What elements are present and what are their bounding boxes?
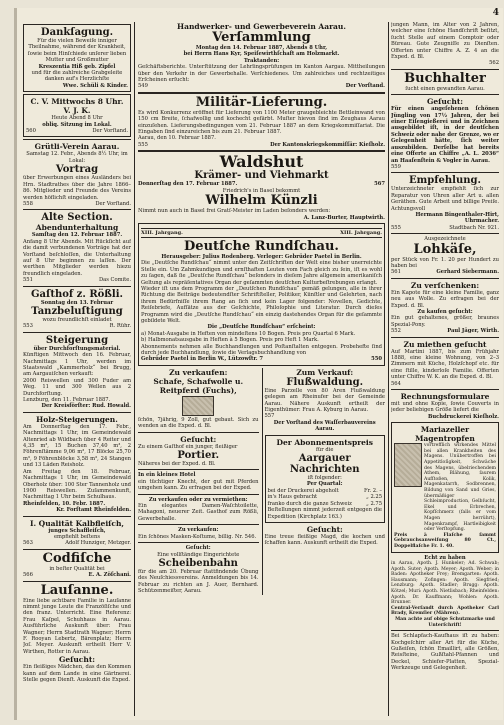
ad-body: Eine vollſtändige Eingerichtete	[157, 551, 240, 558]
ad-signature: Wwe. Schüli & Kinder.	[62, 82, 128, 89]
ad-militaer	[138, 96, 385, 148]
ad-body: ſchön, 7jährig, 9 Zoll, gut gebaut. Sich zu wenden an die Exped. d. Bl.	[138, 416, 259, 430]
ad-body: Näheres bei der Exped. d. Bl.	[138, 461, 216, 468]
ad-body: und für die zahlreiche Grabgeleite danken auf's Herzlichſte	[31, 70, 123, 83]
ad-subtitle: Geſucht:	[58, 655, 96, 665]
ad-gruetli	[23, 142, 131, 207]
right-column	[391, 22, 499, 672]
ad-title: Zum Verkauf:	[296, 367, 354, 377]
ad-title: Codfiſche	[42, 550, 112, 566]
price-value: Fr. 2. –	[364, 487, 382, 494]
ad-headline: Portier.	[177, 450, 220, 462]
ad-title: Holz-Steigerungen.	[36, 414, 118, 424]
ad-body: Ein Kapote für eine kleine Familie, ganz neu aus Wolle. Zu erfragen bei der Exped. d. Bl.	[391, 289, 499, 309]
ad-title: C. V. Mittwochs 8 Uhr.	[30, 97, 124, 107]
ad-cv	[23, 94, 131, 137]
ad-body: Am Donnerſtag den 17. Febr., Nachmittags 1 Uhr, im Gemeindewald Altenried ab Wildbach über 4 Reiter und 4,35 m³, 15 Buchen 37,40 m³, 2 Föhrenſtämme 9,06 m³, 17 Blöcke 25,70 m³, 9 Föhrenblöcke 3,58 m³, 24 Stangen und 13 Läden Reisholz.	[23, 423, 131, 469]
ad-body: Heute Abend 8 Uhr	[51, 115, 103, 122]
ad-signature: Paul Jäger, Wirth.	[447, 328, 499, 335]
ad-date: Donnerſtag den 17. Februar 1887.	[138, 181, 238, 188]
ad-body: in beſter Qualität bei	[49, 565, 105, 572]
ad-subtitle: Die „Deutſche Rundſchau“ erſcheint:	[207, 324, 316, 331]
ad-signature: Das Comite.	[98, 277, 131, 284]
ad-subtitle: Ausgezeichnete	[424, 236, 466, 243]
ad-title: Zu verſchenken:	[410, 280, 480, 290]
ad-subtitle: V. J. K.	[63, 106, 91, 116]
ad-publisher: Gebrüder Paetel in Berlin W., Lützowſtr. 7	[141, 356, 263, 363]
ad-abonnement	[265, 435, 386, 523]
ad-body: Ein elegantes Damen-Waſchtoilette, Mahagoni, neuerer Zeit. Gasthof zum Rößli, Gewerbehalle.	[138, 503, 259, 522]
ad-place: Aarau, den 10. Februar 1887.	[138, 135, 216, 142]
ad-title: Geſucht:	[185, 545, 211, 552]
price-table	[268, 488, 383, 507]
page-number: 4	[492, 8, 499, 18]
ad-title: Dankſagung.	[40, 27, 114, 38]
ad-place: Rheinfelden, 10. Febr. 1887.	[23, 500, 106, 507]
ad-title: Militär-Lieferung.	[195, 94, 328, 110]
ad-body: Eine Parzelle von 80 Aren Flußwaldung gelegen am Rheinufer bei der Gemeinde Aarau. Nähere Auskunft ertheilt der Eigenthümer: Frau A. Kyburg in Aarau.	[264, 387, 385, 414]
madonna-illustration	[394, 443, 422, 487]
ad-body: Friedrich's in Basel bekommt	[222, 187, 301, 194]
ad-title: Gaſthof z. Rößli.	[31, 288, 123, 300]
ad-address: Stadtbach Nr. 921.	[449, 224, 499, 231]
ad-body: Am Freitag den 18. Februar, Nachmittags 1 Uhr, im Gemeindewald Oberholz über: 100 Ster Tannenholz und 1900 Reiswellen. Zuſammenkunft, Nachmittag 1 Uhr beim Schulhaus.	[23, 468, 131, 501]
ad-signature: Central-Verſandt durch Apotheker Carl Brady, Kremſier (Mähren).	[391, 605, 499, 617]
ad-name: Kreszentia Hiß geb. Zipfel	[38, 63, 116, 70]
ad-jahrgang: XIII. Jahrgang.	[141, 229, 183, 236]
ad-title: Mariazeller	[420, 425, 470, 435]
ad-body: per Stück von Fr. 1. 20 per Hundert zu haben bei	[391, 256, 499, 269]
ad-signature: Buchdruckerei Kieſholz.	[427, 413, 499, 420]
ad-body: Wieder iſt uns dem Programm der „Deutſchen Rundſchau“ gemäß gelungen, alle in ihrer Richtung die Beiträge bedeutendſter Schriftſteller, Politiker, Künſtler und Gelehrten, nach ihrem Bedürfniſſe ihrem Rang an ſich und kein Lager folgender: Novellen, Gedichte, Reiſebriefe, Aufſätze aus der Geſchichte, Philoſophie und Literatur. Durch dieſes Programm wird die „Deutſche Rundſchau“ ein einzig dastehendes Organ für die geſammte gebildete Welt.	[141, 285, 382, 324]
ad-headline: Flußwaldung.	[286, 376, 364, 388]
ad-body: Ein gut gehaltenes, größer, braunes Spezial-Pony.	[391, 315, 499, 328]
ad-warning: Man achte auf obige Schutzmarke und Unterſchrift!	[395, 616, 495, 628]
ad-title: Grütli-Verein Aarau.	[34, 142, 120, 152]
ad-date: Samſtag den 12. Februar 1887.	[31, 232, 123, 239]
horse-illustration	[182, 396, 214, 416]
ad-body: Beſtellungen nimmt jederzeit entgegen die Expedition (Kirchplatz 163.)	[267, 507, 382, 520]
ad-body: Abonnements nehmen alle Buchhandlungen und Poſtanſtalten entgegen. Probehefte ſind durch jede Buchhandlung, ſowie die Verlagsbuchhandlung von	[141, 343, 382, 356]
ad-codfische	[23, 552, 131, 579]
ad-body: mit und ohne Kopie, ſowie Couverts in jeder beliebigen Größe liefert die	[391, 401, 499, 414]
ad-title: Handwerker- und Gewerbeverein Aarau.	[177, 22, 346, 31]
ad-title: Geſucht:	[306, 524, 343, 534]
ad-steigerung	[23, 335, 131, 410]
ad-title: Zu verkaufen:	[178, 527, 219, 534]
ad-title: Der Abonnementspreis	[276, 437, 373, 447]
ad-body: Die „Deutſche Rundſchau“ nimmt unter den Zeitſchriften der Welt eine bisher unerreichte Stelle ein. Um Zahmkundigen und ernſthaften Leuten vom Fach gleich zu ſein, iſt es wohl zu ſagen, daß ſie „Deutſche Rundſchau“ beſonders in dieſem Jahre allgemein amerikaniſch Geltung als repräſentatives Organ der geſammten deutſchen Kulturbeſtrebungen erlangt.	[141, 260, 382, 286]
ad-subcolumn-right	[262, 368, 386, 595]
ad-number: 560	[26, 128, 36, 135]
ad-signature: E. A. Zöſchani.	[88, 572, 131, 579]
ad-body: jungen Mann, im Alter von 2 Jahren, welcher eine ſchöne Handſchrift beſitzt, ſucht Stelle auf einem Comptoir oder Büreau. Gute Zeugniſſe zu Dienſten. Offerten unter Chiffre A. Z. 4 an die Exped. d. Bl.	[391, 22, 499, 61]
ad-title: Buchhalter	[404, 70, 486, 86]
ad-signature: Der Vorſtand.	[345, 83, 385, 90]
ad-number: 555	[391, 224, 401, 231]
ad-number: 553	[23, 323, 33, 330]
ad-waldshut	[138, 154, 385, 221]
ad-place: bei Herrn Hans Kyr, Speiſewirthſchaft am Holzmarkt.	[183, 51, 340, 58]
ad-date: Sonntag den 13. Februar	[40, 299, 114, 306]
ad-body: Nimmt nun auch in Basel frei Gratſ-Meister im Laden beſonders werden:	[138, 208, 331, 215]
ad-signature: Hermann Bingenthaler-Hirt, Uhrmacher.	[415, 211, 499, 225]
ad-body: Samstag 12. Febr., Abends 8½ Uhr, im Lokal:	[26, 151, 128, 164]
ad-title: Lohkäſe,	[413, 241, 477, 257]
ad-subtitle: Echt zu haben	[424, 554, 466, 561]
ad-subtitle: Per Quartal:	[306, 481, 343, 488]
ad-lausanne	[23, 584, 131, 684]
ad-title: Empfehlung.	[409, 175, 481, 187]
ad-price: b) Halbmonatsausgabe in Heften à 5 Bogen. Preis pro Heft 1 Mark.	[141, 337, 319, 344]
ad-title: Geſucht:	[426, 97, 464, 107]
ad-title: Waldshut	[219, 152, 304, 172]
ad-alte-section	[23, 212, 131, 283]
ad-title: Zu kaufen geſucht:	[417, 309, 473, 315]
ad-title: Lauſanne.	[40, 582, 114, 598]
ad-title: Alte Section.	[41, 212, 113, 224]
ad-subtitle: über Durchforſtungsmaterial.	[33, 345, 121, 352]
ad-signature: R. Rühr.	[109, 323, 131, 330]
ad-subtitle: junges Schaffleiſch,	[48, 527, 106, 534]
newspaper-page	[14, 8, 503, 720]
ad-title: Rechnungsformulare	[400, 392, 490, 402]
ad-body: in Aarau, Apoth. J. Hunkeler; Ad. Schwab; Apoth. Suter; Apoth. Meyer; Apoth. Weber; in Baden: Apotheker Frey; Bremgarten: Apoth. Hausmann; Zofingen: Apoth. Siegfried; Lenzburg: Apoth. Stadler; Brugg: Apoth. Kötzel; Muri: Apoth. Nietlisbach; Rheinfelden: Apoth. Dr. Kauffmann; Wohlen: Apoth. Brunner.	[391, 560, 499, 606]
ad-body: Auf Martini 1887, bis zum Frühjahr 1888, eine kleine Wohnung, von 2–3 Zimmern mit Küche, Holzſchopf etc. für eine ſtille, kinderloſe Familie. Offerten unter Chiffre W. K. an die Exped. d. Bl.	[391, 348, 499, 381]
ad-body: wozu freundlichſt einladet	[42, 316, 112, 323]
ad-body: vortrefflich wirkendes Mittel bei allen Krankheiten des Magens. Unübertroffen bei Appetitloſigkeit, Schwäche des Magens, übelriechendem Athem, Blähung, ſaurem Aufſtoßen, Kolik, Magenkatarrh, Sodbrennen, Bildung von Sand und Gries, übermäßiger Schleimproduction, Gelbſucht, Ekel und Erbrechen, Kopfſchmerz (falls er vom Magen herrührt), Magenkrampf, Hartleibigkeit oder Verſtopfung.	[424, 443, 496, 533]
ad-body: über Erwerbungen eines Ausländers bei Hrn. Stadtrathes über die Jahre 1866–86. Mitglieder und Freunde des Vereins werden höflichſt eingeladen.	[23, 175, 131, 201]
ad-handwerker	[138, 22, 385, 90]
ad-body: ſucht einen gewandten Aarau.	[405, 85, 485, 92]
ad-headline: Verſammlung	[212, 30, 311, 45]
ad-body: Eine treue fleißige Magd, die kochen und ſchaffen kann. Auskunft ertheilt die Exped.	[264, 533, 385, 547]
ad-price: Preis à Flaſche ſammt Gebrauchsanweiſung 80 Ct., Doppelflaſche Fr. 1. 40.	[394, 532, 496, 549]
ad-signature: Kr. Forſtamt Rheinfelden.	[56, 507, 131, 514]
ad-number: 550	[371, 356, 382, 363]
ad-subtitle: Krämer- und Viehmarkt	[194, 170, 329, 182]
column-divider	[134, 22, 135, 716]
ad-number: 551	[23, 277, 33, 284]
ad-signature: Der Vorſtand.	[95, 200, 131, 207]
ad-body: Anfang 8 Uhr Abends. Mit Rückſicht auf die damit verbundenen Vorträge hat der Vorſtand beſchloſſen, die Unterhaltung auf 8 Uhr beginnen zu laſſen. Der werthen Mitglieder werden hiezu freundlich eingeladen.	[23, 238, 131, 277]
ad-title: In ein kleines Hotel	[138, 472, 196, 479]
ad-number: 552	[391, 328, 401, 335]
ad-subtitle: Herausgeber: Julius Rodenberg. Verleger: Gebrüder Paetel in Berlin.	[161, 253, 362, 260]
ad-jahrgang: XIII. Jahrgang.	[340, 229, 382, 236]
ad-body: Bei Schlapfach-Kaufhaus iſt zu haben: Kochgeſchirr aller Art für die Küche, Gußeiſen, ſchön Emaillirt, alle Größen, Reisſteine, Gußſtahl-Pfannen und Deckel, Schiefer-Platten, Spezial-Werkzeuge und Gelegenheit.	[391, 633, 499, 672]
ad-body: Eine liebe achtbare Familie in Lauſanne nimmt junge Leute die Franzöſiſche und den franz. Unterricht. Eine Referenz: Frau Kaſpel, Schuhhaus in Aarau. Ausführliche Auskunft über: Frau Wagner; Herrn Stadtrath Wagner; Herrn F. Rooyan Lebertz, Bärenplatz; Herrn Joſ. Meyer. Auskunft ertheilt Herr V. Wirthen, Rotter in Aarau.	[23, 597, 131, 655]
ad-date: Montag den 14. Februar 1887, Abends 8 Uhr,	[195, 45, 328, 51]
ad-number: 566	[23, 572, 33, 579]
ad-body: Künftigen Mittwoch den 16. Februar, Nachmittags 1 Uhr, werden im Staatswald „Kammerholz“ bei Brugg, am Aargauiſchen verkauft:	[23, 352, 131, 378]
ad-body: Zu einem Gaſthof ein junger, fleißiger	[138, 443, 238, 450]
ad-body: für die am 20. Februar ſtattfindende Übung des Neuſchiessvereins. Anmeldungen bis 14. Februar zu richten an J. Auer, Bernhard. Schützenmeiſter, Aarau.	[138, 568, 259, 595]
ad-magentropfen	[391, 422, 499, 552]
ad-signature: Der Kreisförſter: Rud. Howald.	[41, 403, 131, 410]
ad-number: 555	[138, 141, 148, 148]
ad-subtitle: Traktanden:	[243, 57, 280, 64]
ad-body: Für die vielen Beweiſe inniger Theilnahme, während der Krankheit, ſowie beim Hinſchiede unſerer lieben Mutter und Großmutter	[27, 38, 127, 64]
price-label: in's Haus gebracht	[267, 494, 318, 501]
ad-price: a) Monat-Ausgabe in Heften von mindeſtens 10 Bogen. Preis pro Quartal 6 Mark.	[141, 330, 356, 337]
ad-headline: Aargauer Nachrichten	[289, 453, 360, 476]
ad-title: Steigerung	[45, 334, 109, 346]
price-label: bei der Druckerei abgeholt	[267, 487, 339, 494]
ad-headline: Wilhelm Künzli	[205, 193, 318, 209]
middle-column	[138, 22, 385, 595]
ad-body: iſt folgender:	[307, 475, 342, 482]
ad-body: Ein ſchönes Masken-Koſtume, billig. Nr. 546.	[138, 533, 257, 540]
price-label: franko durch die ganze Schweiz	[267, 500, 352, 507]
ad-body: obliq. Sitzung im Lokal.	[42, 121, 112, 128]
ad-title: Zu miethen geſucht	[403, 339, 487, 349]
ad-title: Zu verkaufen:	[169, 367, 228, 377]
ad-body: 2000 Reiswellen und 300 Fuder am Weg. 11 und 300 Wellen aus 2 Durchforſtung.	[23, 377, 131, 397]
ad-title: Zu verkaufen oder zu vermiethen:	[148, 496, 248, 503]
ad-place: Lenzburg, den 11. Februar 1887.	[23, 397, 111, 404]
ad-kalbfleisch	[23, 519, 131, 547]
ad-number: 563	[23, 540, 33, 547]
ad-body: Unterzeichneter empfiehlt ſich zur Reparatur von Uhren aller Art u. allen Geräthen. Gute Arbeit und billige Preiſe. Achtungsvoll	[391, 186, 499, 212]
ad-headline: Scheibenbahn	[158, 557, 238, 569]
ad-subtitle: Schafe, Schafwolle u. Reitpferd (Fuchs),	[153, 376, 244, 395]
ad-number: 549	[138, 83, 148, 90]
ad-number: 561	[391, 269, 401, 276]
ad-number: 567	[374, 181, 385, 188]
ad-subtitle: Magentropfen	[415, 434, 475, 444]
ad-body: Geſchäftsberichte. Unterſtützung der Lehrlingsprüfungen im Kanton Aargau. Mittheilungen über den Verkehr in der Gewerbehalle. Verſchiedenes. Um zahlreiches und rechtzeitiges Erſcheinen erſucht:	[138, 64, 385, 84]
ad-subtitle: Abendunterhaltung	[35, 223, 119, 233]
ad-signature: Der Vorſtand.	[92, 128, 128, 135]
ad-rundschau	[138, 223, 385, 366]
ad-signature: Der Kantonskriegskommiſſär: Kieſholz.	[270, 141, 385, 148]
ad-signature: Adolf Hunziger, Metzger.	[65, 540, 131, 547]
price-value: „ 2.75	[366, 500, 382, 507]
ad-signature: A. Lanz-Burter, Hauptwirth.	[303, 214, 385, 221]
price-value: „ 2.25	[366, 494, 382, 501]
ad-headline: Vortrag	[55, 164, 99, 176]
ad-title: I. Qualität Kalbfleiſch,	[29, 518, 125, 528]
ad-number: 558	[23, 200, 33, 207]
ad-body: für die	[316, 446, 334, 453]
ad-number: 559	[391, 163, 401, 170]
ad-number: 562	[489, 60, 499, 67]
ad-body: ein tüchtiger Knecht, der gut mit Pferden umgehen kann. Zu erfragen bei der Exped.	[138, 478, 259, 492]
ad-roessli	[23, 289, 131, 330]
ad-title: Geſucht:	[180, 434, 217, 444]
left-column	[23, 22, 131, 683]
ad-number: 557	[264, 413, 275, 420]
ad-body: Für einen angeſehenen ſchönen Jüngling von 17½ Jahren, der bei einer Eiſengießerei und in Zeichnen ausgebildet iſt, in der deutſchen Schweiz oder nahe der Grenze, wo er Gelegenheit hätte, ſich weiter auszubilden. Derſelbe hat bereits eine Offerte an Chiffre „A. L. 2036“ an Haaſenſtein & Vogler in Aarau.	[391, 106, 499, 164]
ad-signature: Gerhard Siebermann.	[436, 269, 499, 276]
ad-holz	[23, 415, 131, 514]
column-divider	[388, 22, 389, 716]
ad-body: empfiehlt beſtens	[53, 533, 101, 540]
ad-body: Es wird Konkurrenz eröffnet für Lieferung von 1100 Meter graugebleichte Bettleinwand von 150 cm Breite, ſchafwollig und kochecht gefärbt. Muſter hievon ſind im Zeughaus Aarau einzuſehen. Lieferungsbedingungen vom 21. Februar 1887 an dem Kriegskommiſſariat. Die Eingaben ſind einzureichen bis zum 21. Februar 1887.	[138, 109, 385, 136]
ad-body: Ein fleißiges Mädchen, das den Kommen kann auf dem Lande in eine Gärtnerei. Stelle gegen Dienſt. Auskunft die Exped.	[23, 664, 131, 684]
ad-title: Deutſche Rundſchau.	[184, 238, 339, 254]
ad-subcolumn-left	[138, 368, 259, 595]
ad-signature: Der Vorſtand des Waſſerbauvereins Aarau.	[273, 419, 376, 433]
ad-dankfagung	[23, 24, 131, 92]
ad-number: 564	[391, 380, 401, 387]
ad-headline: Tanzbeluſtigung	[31, 305, 123, 317]
